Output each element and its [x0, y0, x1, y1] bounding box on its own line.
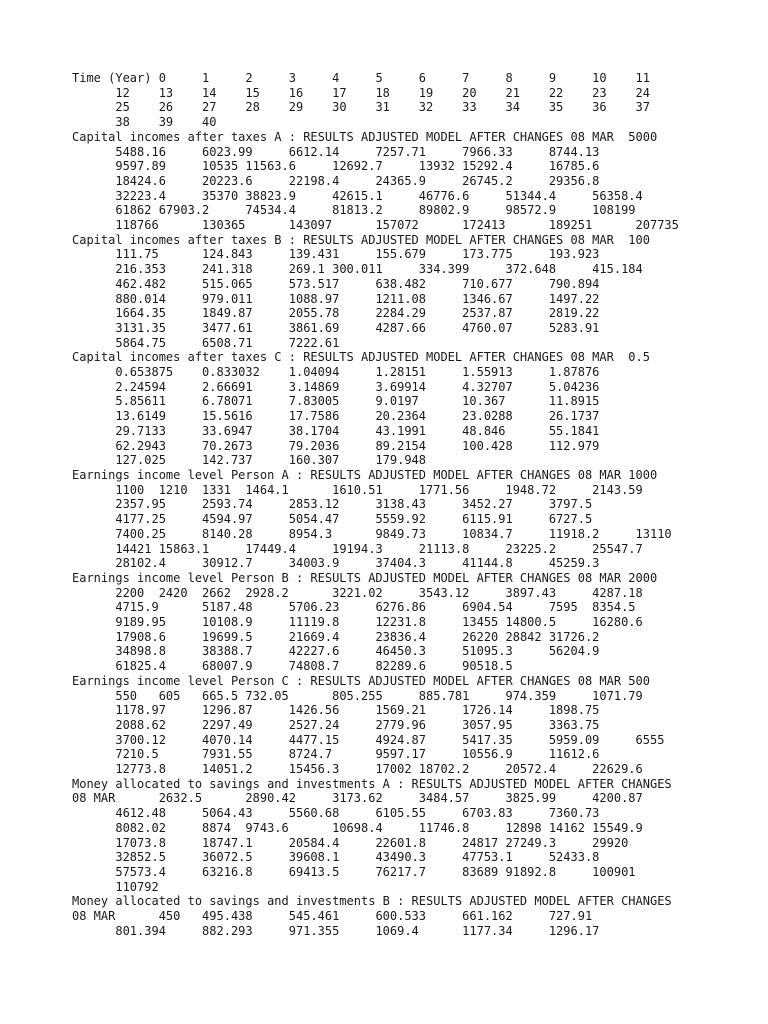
- text-line: 13.6149 15.5616 17.7586 20.2364 23.0288 26.1737: [72, 409, 600, 424]
- text-line: 2088.62 2297.49 2527.24 2779.96 3057.95 3363.75: [72, 717, 600, 732]
- text-line: 29.7133 33.6947 38.1704 43.1991 48.846 55.1841: [72, 423, 600, 438]
- text-line: 111.75 124.843 139.431 155.679 173.775 193.923: [72, 247, 600, 262]
- text-line: 08 MAR 450 495.438 545.461 600.533 661.162 727.91: [72, 909, 593, 924]
- text-line: 12773.8 14051.2 15456.3 17002 18702.2 20572.4 22629.6: [72, 762, 643, 777]
- text-line: 118766 130365 143097 157072 172413 189251 207735: [72, 218, 679, 233]
- text-line: 9597.89 10535 11563.6 12692.7 13932 15292.4 16785.6: [72, 159, 600, 174]
- text-line: 08 MAR 2632.5 2890.42 3173.62 3484.57 3825.99 4200.87: [72, 791, 643, 806]
- text-line: Money allocated to savings and investments A : RESULTS ADJUSTED MODEL AFTER CHANGES: [72, 776, 672, 791]
- text-line: 1100 1210 1331 1464.1 1610.51 1771.56 1948.72 2143.59: [72, 482, 643, 497]
- text-line: 5488.16 6023.99 6612.14 7257.71 7966.33 8744.13: [72, 144, 600, 159]
- text-line: 7210.5 7931.55 8724.7 9597.17 10556.9 11612.6: [72, 747, 600, 762]
- text-line: Earnings income level Person A : RESULTS ADJUSTED MODEL AFTER CHANGES 08 MAR 1000: [72, 467, 658, 482]
- text-line: 2.24594 2.66691 3.14869 3.69914 4.32707 5.04236: [72, 379, 600, 394]
- text-line: Capital incomes after taxes C : RESULTS ADJUSTED MODEL AFTER CHANGES 08 MAR 0.5: [72, 350, 650, 365]
- text-line: 9189.95 10108.9 11119.8 12231.8 13455 14800.5 16280.6: [72, 615, 643, 630]
- text-line: Earnings income level Person C : RESULTS ADJUSTED MODEL AFTER CHANGES 08 MAR 500: [72, 673, 650, 688]
- text-line: 4715.9 5187.48 5706.23 6276.86 6904.54 7595 8354.5: [72, 600, 636, 615]
- text-line: 3131.35 3477.61 3861.69 4287.66 4760.07 5283.91: [72, 320, 600, 335]
- text-line: 12 13 14 15 16 17 18 19 20 21 22 23 24: [72, 85, 650, 100]
- text-line: 32223.4 35370 38823.9 42615.1 46776.6 51344.4 56358.4: [72, 188, 643, 203]
- text-line: 61825.4 68007.9 74808.7 82289.6 90518.5: [72, 659, 513, 674]
- text-line: Earnings income level Person B : RESULTS ADJUSTED MODEL AFTER CHANGES 08 MAR 2000: [72, 570, 658, 585]
- text-line: 462.482 515.065 573.517 638.482 710.677 790.894: [72, 276, 600, 291]
- text-line: Time (Year) 0 1 2 3 4 5 6 7 8 9 10 11: [72, 71, 650, 85]
- text-line: 61862 67903.2 74534.4 81813.2 89802.9 98572.9 108199: [72, 203, 636, 218]
- text-line: 17908.6 19699.5 21669.4 23836.4 26220 28842 31726.2: [72, 629, 600, 644]
- text-line: 2357.95 2593.74 2853.12 3138.43 3452.27 3797.5: [72, 497, 593, 512]
- text-line: 216.353 241.318 269.1 300.011 334.399 372.648 415.184: [72, 262, 643, 277]
- text-line: 1178.97 1296.87 1426.56 1569.21 1726.14 1898.75: [72, 703, 600, 718]
- text-line: 38 39 40: [72, 115, 217, 130]
- text-line: 0.653875 0.833032 1.04094 1.28151 1.55913 1.87876: [72, 365, 600, 380]
- text-line: 801.394 882.293 971.355 1069.4 1177.34 1296.17: [72, 923, 600, 938]
- text-line: 110792: [72, 879, 159, 894]
- text-line: 127.025 142.737 160.307 179.948: [72, 453, 427, 468]
- text-line: 28102.4 30912.7 34003.9 37404.3 41144.8 45259.3: [72, 556, 600, 571]
- document-text-block: [72, 71, 679, 938]
- text-line: 32852.5 36072.5 39608.1 43490.3 47753.1 52433.8: [72, 850, 600, 865]
- text-line: 17073.8 18747.1 20584.4 22601.8 24817 27249.3 29920: [72, 835, 629, 850]
- text-line: Capital incomes after taxes A : RESULTS ADJUSTED MODEL AFTER CHANGES 08 MAR 5000: [72, 129, 658, 144]
- text-line: 1664.35 1849.87 2055.78 2284.29 2537.87 2819.22: [72, 306, 600, 321]
- text-line: 34898.8 38388.7 42227.6 46450.3 51095.3 56204.9: [72, 644, 600, 659]
- text-line: 5.85611 6.78071 7.83005 9.0197 10.367 11.8915: [72, 394, 600, 409]
- text-line: 57573.4 63216.8 69413.5 76217.7 83689 91892.8 100901: [72, 864, 636, 879]
- text-line: 62.2943 70.2673 79.2036 89.2154 100.428 112.979: [72, 438, 600, 453]
- text-line: 2200 2420 2662 2928.2 3221.02 3543.12 3897.43 4287.18: [72, 585, 643, 600]
- text-line: 8082.02 8874 9743.6 10698.4 11746.8 12898 14162 15549.9: [72, 820, 643, 835]
- text-line: 550 605 665.5 732.05 805.255 885.781 974.359 1071.79: [72, 688, 643, 703]
- text-line: 5864.75 6508.71 7222.61: [72, 335, 340, 350]
- text-line: Capital incomes after taxes B : RESULTS ADJUSTED MODEL AFTER CHANGES 08 MAR 100: [72, 232, 650, 247]
- text-line: 14421 15863.1 17449.4 19194.3 21113.8 23225.2 25547.7: [72, 541, 643, 556]
- text-line: 3700.12 4070.14 4477.15 4924.87 5417.35 5959.09 6555: [72, 732, 665, 747]
- text-line: 4612.48 5064.43 5560.68 6105.55 6703.83 7360.73: [72, 806, 600, 821]
- text-line: 18424.6 20223.6 22198.4 24365.9 26745.2 29356.8: [72, 173, 600, 188]
- text-line: Money allocated to savings and investments B : RESULTS ADJUSTED MODEL AFTER CHANGES: [72, 894, 672, 909]
- text-line: 25 26 27 28 29 30 31 32 33 34 35 36 37: [72, 100, 650, 115]
- text-line: 7400.25 8140.28 8954.3 9849.73 10834.7 11918.2 13110: [72, 526, 672, 541]
- text-line: 880.014 979.011 1088.97 1211.08 1346.67 1497.22: [72, 291, 600, 306]
- text-line: 4177.25 4594.97 5054.47 5559.92 6115.91 6727.5: [72, 512, 593, 527]
